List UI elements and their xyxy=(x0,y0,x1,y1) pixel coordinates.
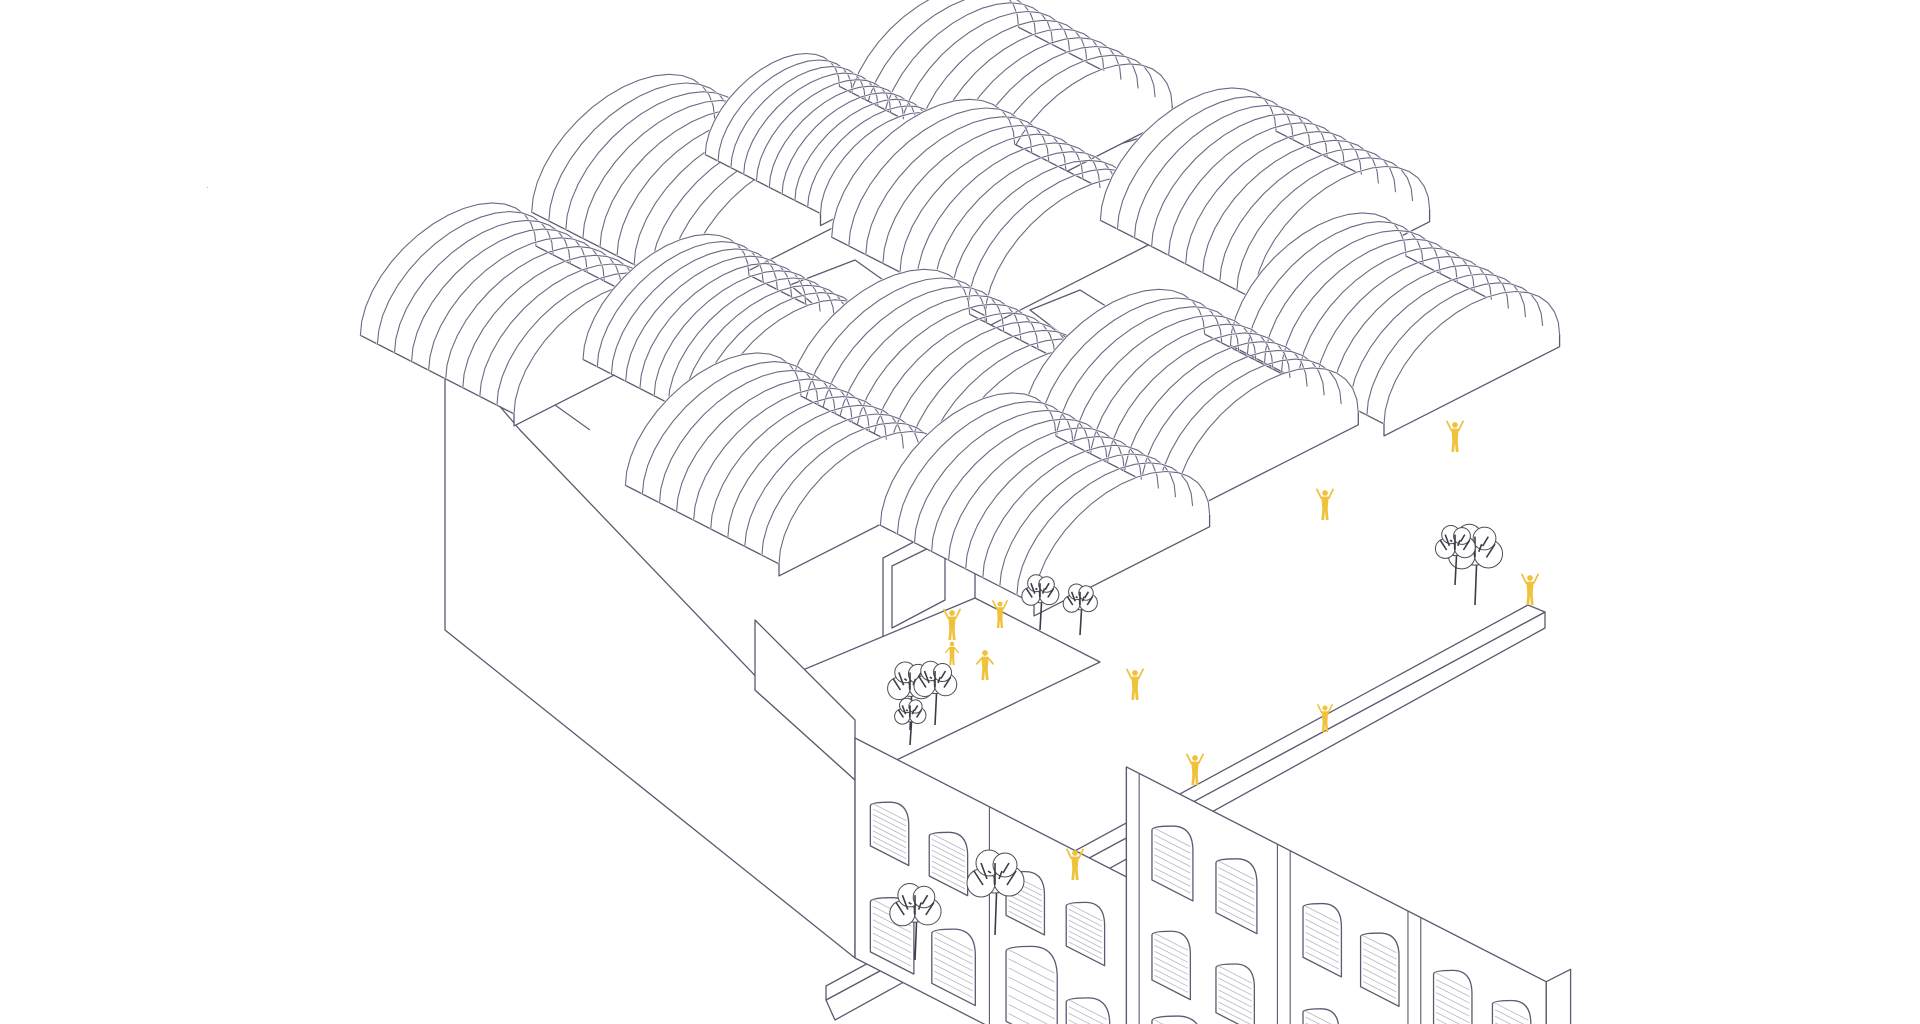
person-figure xyxy=(1187,754,1203,785)
tree xyxy=(1063,584,1097,635)
facade-arch-window xyxy=(1434,970,1472,1024)
facade-arch-window xyxy=(1006,946,1057,1024)
person-figure xyxy=(1127,669,1143,700)
facade-end-wall xyxy=(1546,969,1570,1024)
facade-arch-window xyxy=(1216,964,1254,1024)
tree xyxy=(1022,575,1059,630)
person-figure xyxy=(1447,421,1463,452)
tree xyxy=(1435,526,1475,586)
person-figure xyxy=(1317,489,1333,520)
person-figure xyxy=(1522,574,1538,605)
